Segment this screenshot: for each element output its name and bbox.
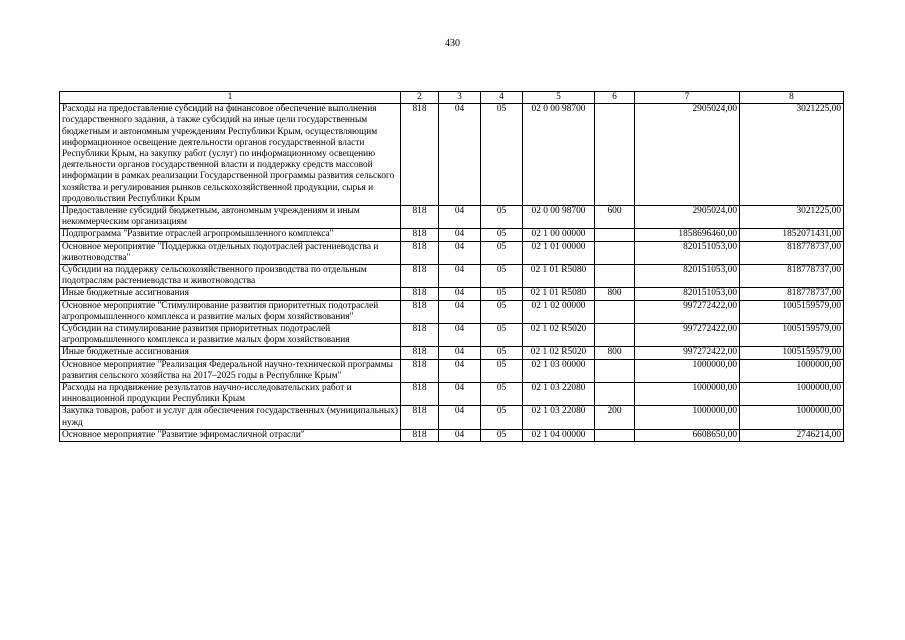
cell-col-2: 818 [401, 288, 439, 300]
cell-col-4: 05 [481, 206, 523, 229]
cell-description: Основное мероприятие "Поддержка отдельных подотраслей растениеводства и животноводства" [60, 241, 401, 264]
cell-col-2: 818 [401, 229, 439, 241]
cell-col-3: 04 [439, 104, 481, 206]
cell-col-4: 05 [481, 265, 523, 288]
cell-col-5: 02 1 03 22080 [523, 383, 595, 406]
cell-col-3: 04 [439, 229, 481, 241]
header-row [60, 92, 844, 104]
cell-description: Иные бюджетные ассигнования [60, 288, 401, 300]
cell-col-7: 1000000,00 [635, 383, 740, 406]
cell-col-2: 818 [401, 324, 439, 347]
cell-description: Закупка товаров, работ и услуг для обеспечения государственных (муниципальных) нужд [60, 406, 401, 429]
cell-description: Расходы на предоставление субсидий на финансовое обеспечение выполнения государственного задания, а также субсидий на иные цели государственным бюджетным и автономным учреждениям Республики Крым, осуществляющим информационное освещение деятельности органов государственной власти Республики Крым, на закупку работ (услуг) по информационному освещению деятельности органов государственной власти и поддержку средств массовой информации в рамках реализации Государственной программы развития сельского хозяйства и регулирования рынков сельскохозяйственной продукции, сырья и продовольствия Республики Крым [60, 104, 401, 206]
cell-col-7: 2905024,00 [635, 104, 740, 206]
cell-col-3: 04 [439, 288, 481, 300]
cell-col-2: 818 [401, 241, 439, 264]
cell-description: Субсидии на стимулирование развития приоритетных подотраслей агропромышленного комплекса и развитие малых форм хозяйствования [60, 324, 401, 347]
cell-col-8: 818778737,00 [740, 241, 844, 264]
cell-col-7: 820151053,00 [635, 241, 740, 264]
cell-col-3: 04 [439, 406, 481, 429]
column-header-3: 3 [439, 92, 481, 104]
cell-col-3: 04 [439, 429, 481, 441]
column-header-4: 4 [481, 92, 523, 104]
cell-col-4: 05 [481, 300, 523, 323]
cell-col-6 [595, 429, 635, 441]
cell-description: Субсидии на поддержку сельскохозяйственного производства по отдельным подотраслям растениеводства и животноводства [60, 265, 401, 288]
cell-col-7: 6608650,00 [635, 429, 740, 441]
cell-col-7: 997272422,00 [635, 324, 740, 347]
cell-col-5: 02 1 02 R5020 [523, 324, 595, 347]
cell-description: Основное мероприятие "Реализация Федеральной научно-технической программы развития сельского хозяйства на 2017–2025 годы в Республике Крым" [60, 359, 401, 382]
column-header-6: 6 [595, 92, 635, 104]
cell-col-4: 05 [481, 288, 523, 300]
cell-description: Расходы на продвижение результатов научно-исследовательских работ и инновационной продукции Республики Крым [60, 383, 401, 406]
cell-description: Предоставление субсидий бюджетным, автономным учреждениям и иным некоммерческим организациям [60, 206, 401, 229]
cell-col-8: 1000000,00 [740, 406, 844, 429]
cell-col-2: 818 [401, 265, 439, 288]
cell-col-5: 02 1 03 00000 [523, 359, 595, 382]
page-number: 430 [445, 38, 460, 49]
cell-description: Основное мероприятие "Стимулирование развития приоритетных подотраслей агропромышленного комплекса и развитие малых форм хозяйствования" [60, 300, 401, 323]
table-row [60, 429, 844, 441]
cell-col-5: 02 1 03 22080 [523, 406, 595, 429]
cell-col-5: 02 1 02 R5020 [523, 347, 595, 359]
cell-col-4: 05 [481, 241, 523, 264]
cell-col-2: 818 [401, 429, 439, 441]
cell-col-7: 997272422,00 [635, 347, 740, 359]
cell-col-3: 04 [439, 324, 481, 347]
cell-col-4: 05 [481, 406, 523, 429]
cell-col-3: 04 [439, 206, 481, 229]
cell-col-3: 04 [439, 383, 481, 406]
cell-col-6: 800 [595, 288, 635, 300]
cell-col-7: 820151053,00 [635, 288, 740, 300]
cell-col-6 [595, 104, 635, 206]
cell-col-2: 818 [401, 347, 439, 359]
cell-col-5: 02 1 04 00000 [523, 429, 595, 441]
cell-col-4: 05 [481, 383, 523, 406]
cell-col-3: 04 [439, 347, 481, 359]
cell-col-5: 02 0 00 98700 [523, 104, 595, 206]
cell-col-3: 04 [439, 241, 481, 264]
cell-col-6 [595, 300, 635, 323]
cell-col-8: 1000000,00 [740, 383, 844, 406]
budget-table [59, 91, 844, 442]
cell-col-4: 05 [481, 229, 523, 241]
cell-col-4: 05 [481, 359, 523, 382]
cell-col-5: 02 1 01 00000 [523, 241, 595, 264]
cell-col-3: 04 [439, 265, 481, 288]
table-row [60, 288, 844, 300]
cell-col-2: 818 [401, 300, 439, 323]
column-header-7: 7 [635, 92, 740, 104]
cell-col-7: 1858696460,00 [635, 229, 740, 241]
table-row [60, 104, 844, 206]
cell-col-6: 800 [595, 347, 635, 359]
table-row [60, 300, 844, 323]
cell-col-6: 200 [595, 406, 635, 429]
cell-description: Подпрограмма "Развитие отраслей агропромышленного комплекса" [60, 229, 401, 241]
column-header-8: 8 [740, 92, 844, 104]
cell-col-5: 02 1 02 00000 [523, 300, 595, 323]
cell-col-3: 04 [439, 359, 481, 382]
table-body [60, 104, 844, 442]
cell-col-7: 2905024,00 [635, 206, 740, 229]
cell-col-7: 820151053,00 [635, 265, 740, 288]
table-row [60, 347, 844, 359]
cell-col-6 [595, 265, 635, 288]
table-row [60, 241, 844, 264]
cell-col-5: 02 1 01 R5080 [523, 265, 595, 288]
cell-col-2: 818 [401, 104, 439, 206]
cell-col-2: 818 [401, 359, 439, 382]
cell-col-2: 818 [401, 383, 439, 406]
table-row [60, 206, 844, 229]
cell-col-8: 818778737,00 [740, 288, 844, 300]
cell-col-8: 1000000,00 [740, 359, 844, 382]
table-row [60, 324, 844, 347]
table-row [60, 383, 844, 406]
table-row [60, 359, 844, 382]
cell-col-4: 05 [481, 104, 523, 206]
cell-col-8: 3021225,00 [740, 104, 844, 206]
table-header [60, 92, 844, 104]
cell-col-4: 05 [481, 429, 523, 441]
cell-col-8: 1852071431,00 [740, 229, 844, 241]
table-row [60, 406, 844, 429]
column-header-5: 5 [523, 92, 595, 104]
cell-col-2: 818 [401, 406, 439, 429]
column-header-2: 2 [401, 92, 439, 104]
cell-col-8: 818778737,00 [740, 265, 844, 288]
cell-col-2: 818 [401, 206, 439, 229]
column-header-1: 1 [60, 92, 401, 104]
cell-col-5: 02 1 01 R5080 [523, 288, 595, 300]
cell-col-8: 1005159579,00 [740, 300, 844, 323]
cell-col-8: 3021225,00 [740, 206, 844, 229]
cell-col-8: 1005159579,00 [740, 347, 844, 359]
cell-col-3: 04 [439, 300, 481, 323]
cell-col-6 [595, 359, 635, 382]
cell-col-5: 02 0 00 98700 [523, 206, 595, 229]
cell-col-6 [595, 241, 635, 264]
cell-col-5: 02 1 00 00000 [523, 229, 595, 241]
cell-description: Иные бюджетные ассигнования [60, 347, 401, 359]
cell-col-4: 05 [481, 324, 523, 347]
cell-col-4: 05 [481, 347, 523, 359]
cell-col-7: 997272422,00 [635, 300, 740, 323]
cell-col-8: 1005159579,00 [740, 324, 844, 347]
table-row [60, 229, 844, 241]
cell-col-6: 600 [595, 206, 635, 229]
cell-col-8: 2746214,00 [740, 429, 844, 441]
cell-col-6 [595, 383, 635, 406]
cell-col-7: 1000000,00 [635, 359, 740, 382]
cell-col-7: 1000000,00 [635, 406, 740, 429]
cell-description: Основное мероприятие "Развитие эфиромасличной отрасли" [60, 429, 401, 441]
cell-col-6 [595, 324, 635, 347]
cell-col-6 [595, 229, 635, 241]
table-row [60, 265, 844, 288]
